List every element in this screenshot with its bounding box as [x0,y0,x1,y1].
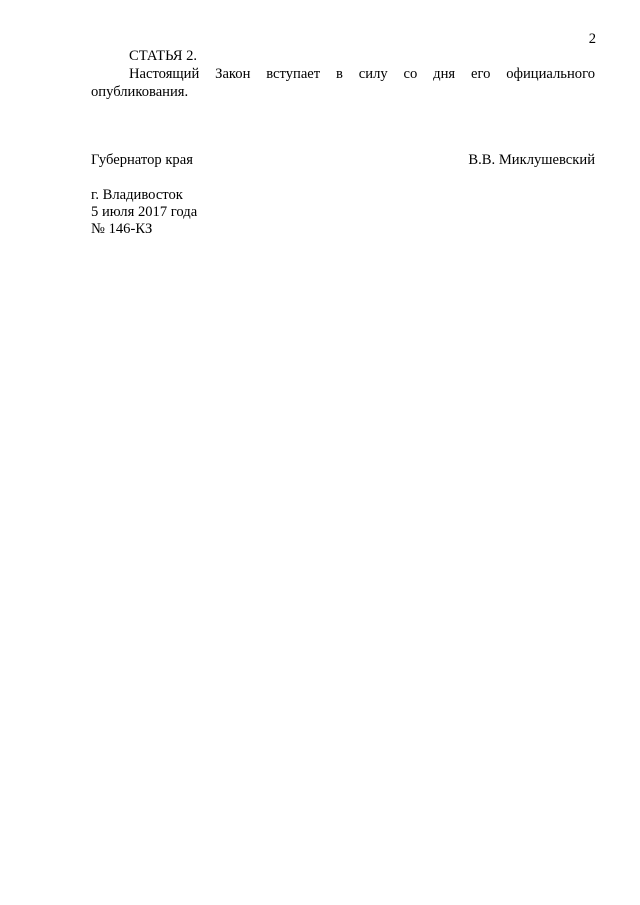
signature-row [91,151,595,169]
signatory-name: В.В. Миклушевский [468,152,595,168]
article-text: Настоящий Закон вступает в силу со дня его официального опубликования. [91,66,595,100]
article-heading: СТАТЬЯ 2. [129,48,198,64]
adoption-details [91,187,197,238]
article-block [91,47,595,101]
adoption-date: 5 июля 2017 года [91,204,198,220]
law-number: № 146-КЗ [91,221,153,237]
signatory-position: Губернатор края [91,152,193,168]
adoption-place: г. Владивосток [91,187,183,203]
page-number: 2 [588,31,596,47]
